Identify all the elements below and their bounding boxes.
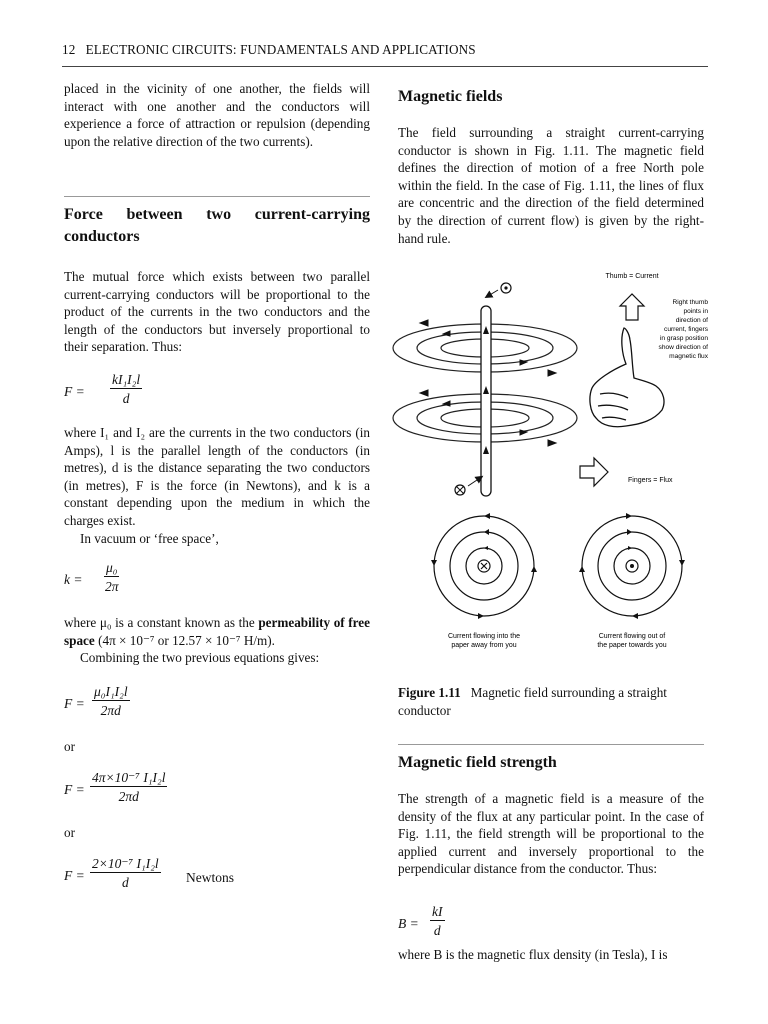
running-header	[62, 42, 708, 58]
heading-magnetic-fields: Magnetic fields	[398, 88, 503, 105]
where-b-paragraph: where B is the magnetic flux density (in Tesla), I is	[398, 947, 668, 962]
left-column	[64, 80, 370, 150]
equation-numerator: μ₀I₁I₂l	[94, 684, 128, 699]
svg-text:direction of: direction of	[675, 317, 708, 324]
figure-label: Figure 1.11	[398, 685, 461, 700]
equation-numerator: 2×10⁻⁷ I₁I₂l	[92, 856, 159, 871]
figure-1-11	[388, 266, 708, 656]
equation-flux-density	[398, 904, 518, 948]
equation-lhs: F =	[64, 384, 85, 399]
equation-fraction	[92, 684, 130, 719]
fingers-label: Fingers = Flux	[628, 477, 673, 484]
field-strength-paragraph: The strength of a magnetic field is a measure of the density of the flux at any particular point. In the case of Fig. 1.11, the field strength will be proportional to the applied current and inversely proportional to the perpendicular distance from the conductor. Thus:	[398, 791, 704, 877]
equation-lhs: k =	[64, 572, 83, 587]
equation-numerator: kI	[432, 904, 443, 919]
figure-caption-text: Magnetic field surrounding a straight conductor	[398, 685, 667, 718]
equation-lhs: B =	[398, 916, 419, 931]
caption-out-line2: the paper towards you	[597, 642, 667, 649]
equation-numerator: 4π×10⁻⁷ I₁I₂l	[92, 770, 166, 785]
equation-denominator: 2π	[104, 579, 119, 594]
figure-caption	[398, 684, 704, 719]
equation-denominator: d	[122, 391, 130, 406]
thumb-arrow-icon	[620, 294, 644, 320]
equation-fraction	[430, 904, 445, 939]
equation-fraction	[104, 560, 119, 595]
field-into-paper	[434, 516, 534, 616]
caption-into-line2: paper away from you	[451, 642, 517, 649]
or-label: or	[64, 825, 75, 840]
wire-conductor	[481, 306, 491, 496]
magnetic-fields-paragraph: The field surrounding a straight current-carrying conductor is shown in Fig. 1.11. The magnetic field defines the direction of motion of a free North pole within the field. In the case of Fig. 1.11, the lines of flux are concentric and the direction of the field determined by the direction of current flow) is given by the right-hand rule.	[398, 125, 704, 246]
unit-label: Newtons	[186, 870, 234, 885]
svg-text:current, fingers: current, fingers	[664, 326, 708, 333]
equation-fraction	[110, 372, 142, 407]
intro-paragraph: placed in the vicinity of one another, the fields will interact with one another and the conductors will experience a force of attraction or repulsion (depending upon the relative direction of the two currents).	[64, 81, 370, 149]
equation-denominator: 2πd	[100, 703, 121, 718]
book-title: ELECTRONIC CIRCUITS: FUNDAMENTALS AND APPLICATIONS	[85, 42, 476, 57]
equation-newtons	[64, 856, 304, 900]
svg-text:show direction of: show direction of	[658, 344, 708, 351]
equation-numerator: μ₀	[106, 560, 118, 575]
equation-lhs: F =	[64, 696, 85, 711]
combining-paragraph: Combining the two previous equations gives:	[80, 650, 320, 666]
vacuum-paragraph: In vacuum or ‘free space’,	[80, 530, 219, 546]
equation-lhs: F =	[64, 782, 85, 797]
or-label: or	[64, 739, 75, 754]
where-currents-paragraph: where I₁ and I₂ are the currents in the two conductors (in Amps), l is the parallel length of the conductors (in metres), d is the distance separating the two conductors (in metres), F is the force (in Newtons), and k is a constant depending upon the medium in which the charges exist.	[64, 425, 370, 528]
equation-denominator: d	[433, 923, 441, 938]
equation-force	[64, 372, 264, 416]
mutual-force-paragraph: The mutual force which exists between two parallel current-carrying conductors will be proportional to the product of the currents in the two conductors and the length of the conductors but inversely proportional to their separation. Thus:	[64, 269, 370, 355]
caption-into-line1: Current flowing into the	[448, 633, 520, 640]
svg-text:magnetic flux: magnetic flux	[669, 353, 708, 360]
permeability-paragraph: where μ₀ is a constant known as the permeability of free space (4π × 10⁻⁷ or 12.57 × 10⁻⁷ H/m).	[64, 615, 371, 648]
fingers-arrow-icon	[580, 458, 608, 486]
svg-text:points in: points in	[683, 308, 708, 315]
header-rule	[62, 66, 708, 67]
svg-text:Right thumb: Right thumb	[672, 299, 708, 306]
right-thumb-note	[659, 299, 708, 360]
equation-numeric	[64, 770, 284, 814]
section-divider	[64, 196, 370, 197]
equation-numerator: kI₁I₂l	[112, 372, 141, 387]
heading-field-strength: Magnetic field strength	[398, 754, 557, 771]
page-number: 12	[62, 42, 76, 57]
equation-denominator: d	[121, 875, 129, 890]
equation-denominator: 2πd	[118, 789, 139, 804]
equation-lhs: F =	[64, 868, 85, 883]
section-heading-force: Force between two current-carrying conductors	[64, 206, 370, 245]
equation-fraction	[90, 770, 167, 805]
equation-fraction	[90, 856, 161, 891]
equation-combined	[64, 684, 264, 728]
svg-text:in grasp position: in grasp position	[659, 335, 708, 342]
equation-k	[64, 560, 264, 604]
right-hand-icon	[590, 328, 664, 427]
section-divider	[398, 744, 704, 745]
caption-out-line1: Current flowing out of	[598, 633, 666, 640]
thumb-label: Thumb = Current	[605, 273, 659, 280]
